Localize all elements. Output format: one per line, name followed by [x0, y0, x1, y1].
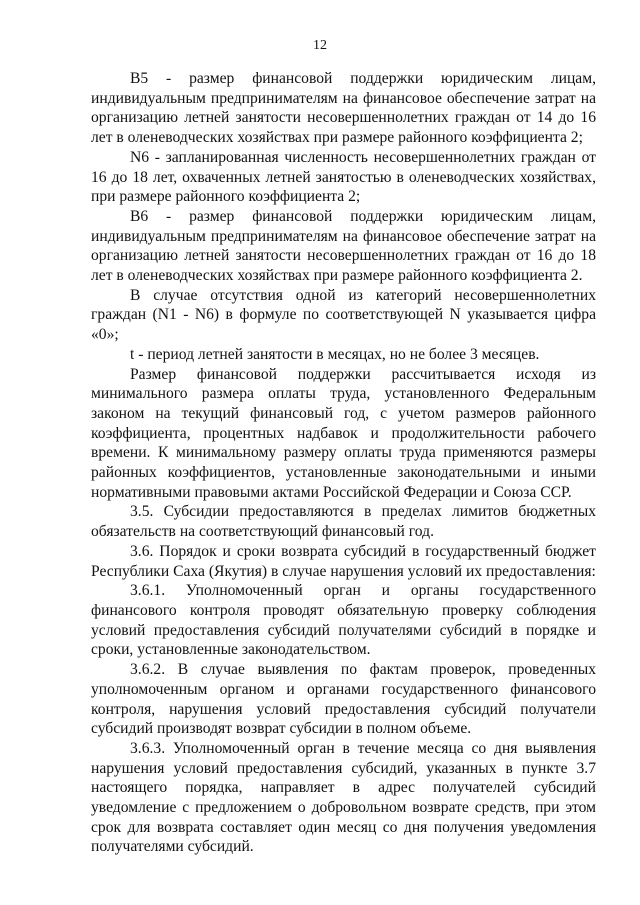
paragraph-missing-category: В случае отсутствия одной из категорий несовершеннолетних граждан (N1 - N6) в формуле по соответствующей N указывается цифра «0»; — [91, 286, 596, 344]
paragraph-3-6-1: 3.6.1. Уполномоченный орган и органы государственного финансового контроля проводят обязательную проверку соблюдения условий предоставления субсидий получателями субсидий в порядке и сроки, установленные законодательством. — [91, 582, 596, 659]
paragraph-3-6-3: 3.6.3. Уполномоченный орган в течение месяца со дня выявления нарушения условий предоставления субсидий, указанных в пункте 3.7 настоящего порядка, направляет в адрес получателей субсидий уведомление с предложением о добровольном возврате средств, при этом срок для возврата составляет один месяц со дня получения уведомления получателями субсидий. — [91, 739, 596, 856]
paragraph-support-calculation: Размер финансовой поддержки рассчитывается исходя из минимального размера оплаты труда, установленного Федеральным законом на текущий финансовый год, с учетом размеров районного коэффициента, процентных надбавок и продолжительности рабочего времени. К минимальному размеру оплаты труда применяются размеры районных коэффициентов, установленные законодательными и иными нормативными правовыми актами Российской Федерации и Союза ССР. — [91, 365, 596, 501]
document-body — [91, 69, 596, 857]
paragraph-3-6: 3.6. Порядок и сроки возврата субсидий в государственный бюджет Республики Саха (Якутия) в случае нарушения условий их предоставления: — [91, 542, 596, 580]
paragraph-t-definition: t - период летней занятости в месяцах, но не более 3 месяцев. — [130, 345, 540, 363]
paragraph-3-5: 3.5. Субсидии предоставляются в пределах лимитов бюджетных обязательств на соответствующий финансовый год. — [91, 503, 596, 541]
page-number: 12 — [313, 38, 327, 53]
paragraph-b5-definition: В5 - размер финансовой поддержки юридическим лицам, индивидуальным предпринимателям на финансовое обеспечение затрат на организацию летней занятости несовершеннолетних граждан от 14 до 16 лет в оленеводческих хозяйствах при размере районного коэффициента 2; — [91, 70, 596, 147]
paragraph-b6-definition: В6 - размер финансовой поддержки юридическим лицам, индивидуальным предпринимателям на финансовое обеспечение затрат на организацию летней занятости несовершеннолетних граждан от 16 до 18 лет в оленеводческих хозяйствах при размере районного коэффициента 2. — [91, 207, 596, 285]
paragraph-3-6-2: 3.6.2. В случае выявления по фактам проверок, проведенных уполномоченным органом и органами государственного финансового контроля, нарушения условий предоставления субсидий получатели субсидий производят возврат субсидии в полном объеме. — [91, 661, 596, 738]
paragraph-n6-definition: N6 - запланированная численность несовершеннолетних граждан от 16 до 18 лет, охваченных летней занятостью в оленеводческих хозяйствах, при размере районного коэффициента 2; — [91, 148, 596, 206]
